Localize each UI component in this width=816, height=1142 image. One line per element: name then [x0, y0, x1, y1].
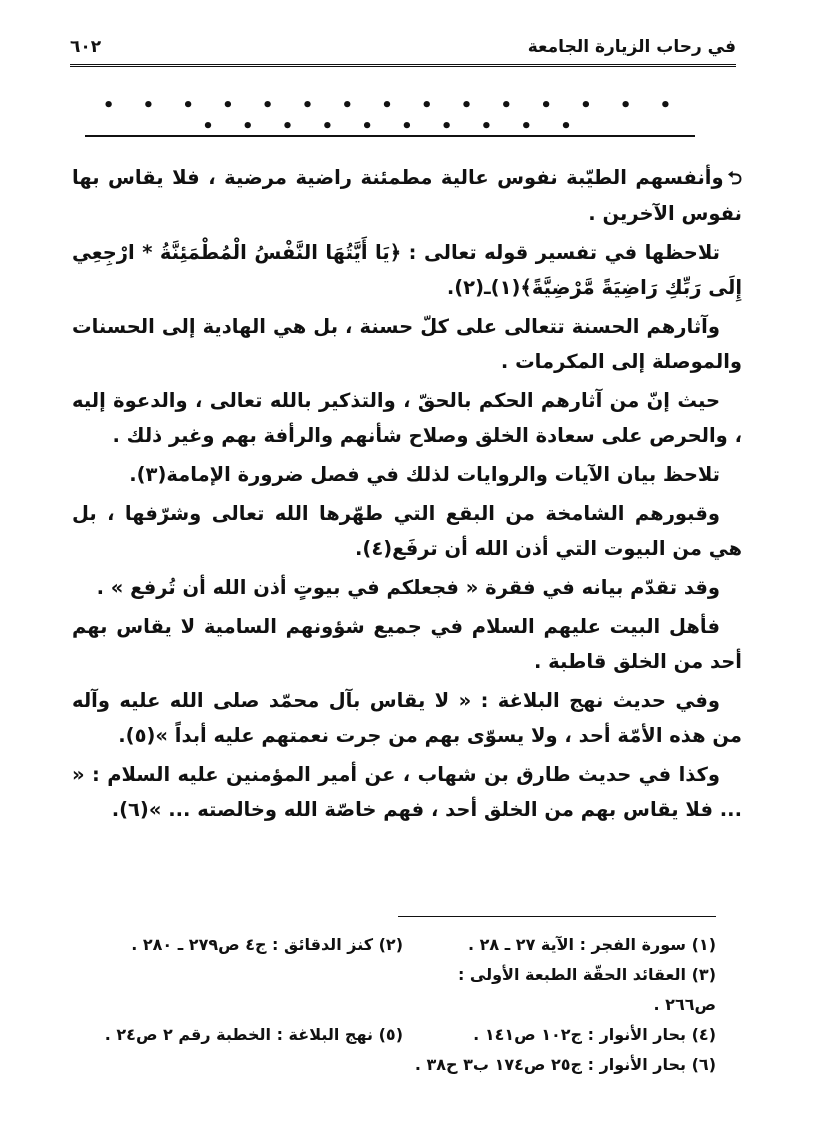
paragraph-7: وقد تقدّم بيانه في فقرة « فجعلكم في بيوتٍ أذن الله أن تُرفع » .: [96, 576, 720, 599]
footnote-row: [90, 930, 716, 960]
footnote-row: [90, 1050, 716, 1080]
paragraph-6: وقبورهم الشامخة من البقع التي طهّرها الله تعالى وشرّفها ، بل هي من البيوت التي أذن الله أن ترفَع(٤).: [72, 502, 742, 560]
footnote-4: (٤) بحار الأنوار : ج١٠٢ ص١٤١ .: [473, 1025, 716, 1044]
body-text: [72, 160, 742, 831]
footnotes: [90, 930, 716, 1080]
paragraph-9: وفي حديث نهج البلاغة : « لا يقاس بآل محمّد صلى الله عليه وآله من هذه الأمّة أحد ، ولا يسوّى بهم من جرت نعمتهم عليه أبداً »(٥).: [72, 689, 742, 747]
footnote-row: [90, 1020, 716, 1050]
paragraph-5: تلاحظ بيان الآيات والروايات لذلك في فصل ضرورة الإمامة(٣).: [129, 463, 720, 486]
footnote-1: (١) سورة الفجر : الآية ٢٧ ـ ٢٨ .: [468, 935, 716, 954]
top-divider: [85, 135, 695, 137]
footnote-row: [90, 960, 716, 1020]
header-title: في رحاب الزيارة الجامعة: [527, 37, 736, 57]
paragraph-1: ⮌وأنفسهم الطيّبة نفوس عالية مطمئنة راضية مرضية ، فلا يقاس بها نفوس الآخرين .: [72, 160, 742, 231]
paragraph-2: تلاحظها في تفسير قوله تعالى : ﴿يَا أَيَّتُهَا النَّفْسُ الْمُطْمَئِنَّةُ * ارْجِعِي إِلَى رَبِّكِ رَاضِيَةً مَّرْضِيَّةً﴾(١)ـ(٢).: [72, 241, 742, 299]
paragraph-3: وآثارهم الحسنة تتعالى على كلّ حسنة ، بل هي الهادية إلى الحسنات والموصلة إلى المكرمات .: [72, 315, 742, 373]
footnote-5: (٥) نهج البلاغة : الخطبة رقم ٢ ص٢٤ .: [104, 1025, 403, 1044]
paragraph-4: حيث إنّ من آثارهم الحكم بالحقّ ، والتذكير بالله تعالى ، والدعوة إليه ، والحرص على سعادة الخلق وصلاح شأنهم والرأفة بهم وغير ذلك .: [72, 389, 742, 447]
footnote-divider: [398, 916, 716, 917]
page-number: ٦٠٢: [70, 37, 102, 57]
footnote-3: (٣) العقائد الحقّة الطبعة الأولى : ص٢٦٦ .: [457, 965, 716, 1014]
dot-separator: • • • • • • • • • • • • • • • • • • • • • • • • •: [102, 95, 683, 137]
continuation-arrow-icon: ⮌: [727, 168, 742, 189]
paragraph-8: فأهل البيت عليهم السلام في جميع شؤونهم السامية لا يقاس بهم أحد من الخلق قاطبة .: [72, 615, 742, 673]
footnote-2: (٢) كنز الدقائق : ج٤ ص٢٧٩ ـ ٢٨٠ .: [131, 935, 403, 954]
running-header: [70, 30, 736, 67]
paragraph-10: وكذا في حديث طارق بن شهاب ، عن أمير المؤمنين عليه السلام : « ... فلا يقاس بهم من الخلق أحد ، فهم خاصّة الله وخالصته ... »(٦).: [72, 763, 742, 821]
footnote-6: (٦) بحار الأنوار : ج٢٥ ص١٧٤ ب٣ ح٣٨ .: [414, 1055, 716, 1074]
